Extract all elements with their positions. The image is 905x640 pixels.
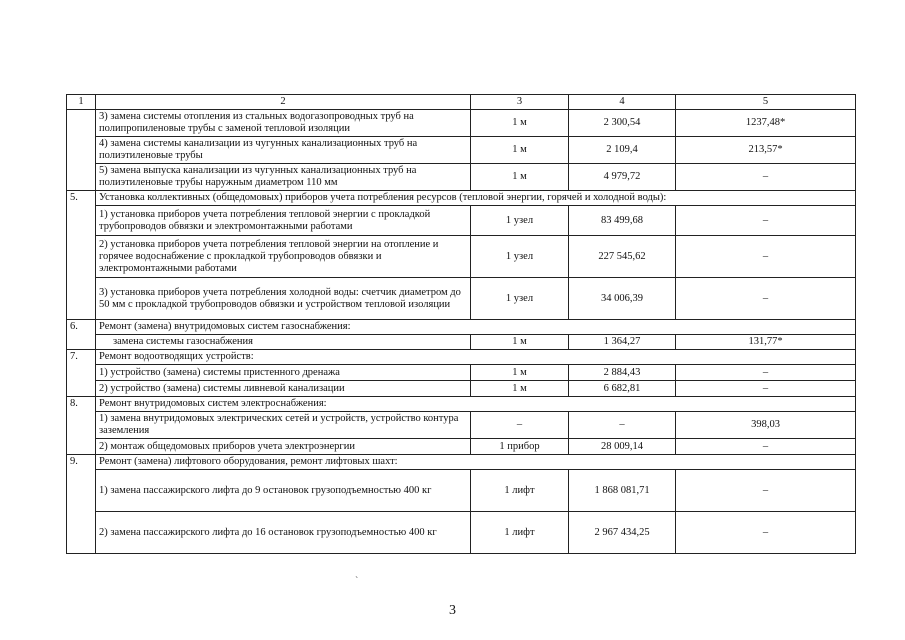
work-description: 1) замена внутридомовых электрических сетей и устройств, устройство контура заземления bbox=[96, 412, 471, 439]
work-description: 1) устройство (замена) системы пристенного дренажа bbox=[96, 365, 471, 381]
extra-cost-cell: – bbox=[676, 278, 856, 320]
stray-mark: ` bbox=[355, 576, 359, 587]
table-row bbox=[67, 335, 856, 350]
work-description: 2) замена пассажирского лифта до 16 остановок грузоподъемностью 400 кг bbox=[96, 512, 471, 554]
work-description: 4) замена системы канализации из чугунных канализационных труб на полиэтиленовые трубы bbox=[96, 137, 471, 164]
section-title: Ремонт водоотводящих устройств: bbox=[96, 350, 856, 365]
header-cell-3: 3 bbox=[471, 95, 569, 110]
header-cell-1: 1 bbox=[67, 95, 96, 110]
cost-cell: 6 682,81 bbox=[569, 381, 676, 397]
unit-cell: 1 м bbox=[471, 164, 569, 191]
cost-cell: 227 545,62 bbox=[569, 236, 676, 278]
cost-cell: 34 006,39 bbox=[569, 278, 676, 320]
section-number bbox=[67, 110, 96, 191]
table-body bbox=[67, 95, 856, 554]
extra-cost-cell: – bbox=[676, 439, 856, 455]
table-row bbox=[67, 412, 856, 439]
header-cell-5: 5 bbox=[676, 95, 856, 110]
section-title: Установка коллективных (общедомовых) приборов учета потребления ресурсов (тепловой энергии, горячей и холодной воды): bbox=[96, 191, 856, 206]
table-row bbox=[67, 470, 856, 512]
work-description: 3) замена системы отопления из стальных водогазопроводных труб на полипропиленовые трубы с заменой тепловой изоляции bbox=[96, 110, 471, 137]
table-row bbox=[67, 365, 856, 381]
section-number: 6. bbox=[67, 320, 96, 350]
cost-cell: 1 364,27 bbox=[569, 335, 676, 350]
section-title-row bbox=[67, 455, 856, 470]
header-cell-4: 4 bbox=[569, 95, 676, 110]
extra-cost-cell: – bbox=[676, 512, 856, 554]
unit-cell: 1 узел bbox=[471, 236, 569, 278]
section-number: 5. bbox=[67, 191, 96, 320]
section-title: Ремонт (замена) лифтового оборудования, ремонт лифтовых шахт: bbox=[96, 455, 856, 470]
page-number: 3 bbox=[449, 603, 456, 618]
section-number: 7. bbox=[67, 350, 96, 397]
work-description: 2) установка приборов учета потребления тепловой энергии на отопление и горячее водоснабжение с прокладкой трубопроводов обвязки и электромонтажными работами bbox=[96, 236, 471, 278]
work-description: 2) монтаж общедомовых приборов учета электроэнергии bbox=[96, 439, 471, 455]
extra-cost-cell: 131,77* bbox=[676, 335, 856, 350]
section-title: Ремонт внутридомовых систем электроснабжения: bbox=[96, 397, 856, 412]
extra-cost-cell: – bbox=[676, 381, 856, 397]
cost-cell: 83 499,68 bbox=[569, 206, 676, 236]
section-title-row bbox=[67, 320, 856, 335]
unit-cell: 1 м bbox=[471, 137, 569, 164]
section-number: 9. bbox=[67, 455, 96, 554]
unit-cell: 1 м bbox=[471, 381, 569, 397]
work-description: 1) замена пассажирского лифта до 9 остановок грузоподъемностью 400 кг bbox=[96, 470, 471, 512]
tariff-table bbox=[66, 94, 856, 554]
extra-cost-cell: – bbox=[676, 206, 856, 236]
section-title-row bbox=[67, 397, 856, 412]
extra-cost-cell: – bbox=[676, 365, 856, 381]
unit-cell: 1 узел bbox=[471, 206, 569, 236]
work-description: замена системы газоснабжения bbox=[96, 335, 471, 350]
table-row bbox=[67, 278, 856, 320]
cost-cell: 28 009,14 bbox=[569, 439, 676, 455]
section-title-row bbox=[67, 350, 856, 365]
header-cell-2: 2 bbox=[96, 95, 471, 110]
extra-cost-cell: 213,57* bbox=[676, 137, 856, 164]
unit-cell: 1 лифт bbox=[471, 470, 569, 512]
table-row bbox=[67, 110, 856, 137]
section-number: 8. bbox=[67, 397, 96, 455]
work-description: 2) устройство (замена) системы ливневой канализации bbox=[96, 381, 471, 397]
extra-cost-cell: 398,03 bbox=[676, 412, 856, 439]
extra-cost-cell: 1237,48* bbox=[676, 110, 856, 137]
cost-cell: 1 868 081,71 bbox=[569, 470, 676, 512]
cost-cell: – bbox=[569, 412, 676, 439]
work-description: 5) замена выпуска канализации из чугунных канализационных труб на полиэтиленовые трубы наружным диаметром 110 мм bbox=[96, 164, 471, 191]
cost-cell: 2 967 434,25 bbox=[569, 512, 676, 554]
unit-cell: 1 м bbox=[471, 110, 569, 137]
table-row bbox=[67, 206, 856, 236]
extra-cost-cell: – bbox=[676, 236, 856, 278]
table-row bbox=[67, 512, 856, 554]
unit-cell: 1 прибор bbox=[471, 439, 569, 455]
unit-cell: 1 лифт bbox=[471, 512, 569, 554]
section-title: Ремонт (замена) внутридомовых систем газоснабжения: bbox=[96, 320, 856, 335]
cost-cell: 2 109,4 bbox=[569, 137, 676, 164]
extra-cost-cell: – bbox=[676, 470, 856, 512]
cost-cell: 2 884,43 bbox=[569, 365, 676, 381]
table-row bbox=[67, 164, 856, 191]
header-row bbox=[67, 95, 856, 110]
cost-cell: 2 300,54 bbox=[569, 110, 676, 137]
table-row bbox=[67, 381, 856, 397]
work-description: 1) установка приборов учета потребления тепловой энергии с прокладкой трубопроводов обвязки и электромонтажными работами bbox=[96, 206, 471, 236]
table-row bbox=[67, 439, 856, 455]
unit-cell: 1 м bbox=[471, 335, 569, 350]
cost-cell: 4 979,72 bbox=[569, 164, 676, 191]
table-row bbox=[67, 236, 856, 278]
unit-cell: 1 узел bbox=[471, 278, 569, 320]
unit-cell: 1 м bbox=[471, 365, 569, 381]
section-title-row bbox=[67, 191, 856, 206]
unit-cell: – bbox=[471, 412, 569, 439]
work-description: 3) установка приборов учета потребления холодной воды: счетчик диаметром до 50 мм с прокладкой трубопроводов обвязки и устройством тепловой изоляции bbox=[96, 278, 471, 320]
table-row bbox=[67, 137, 856, 164]
extra-cost-cell: – bbox=[676, 164, 856, 191]
